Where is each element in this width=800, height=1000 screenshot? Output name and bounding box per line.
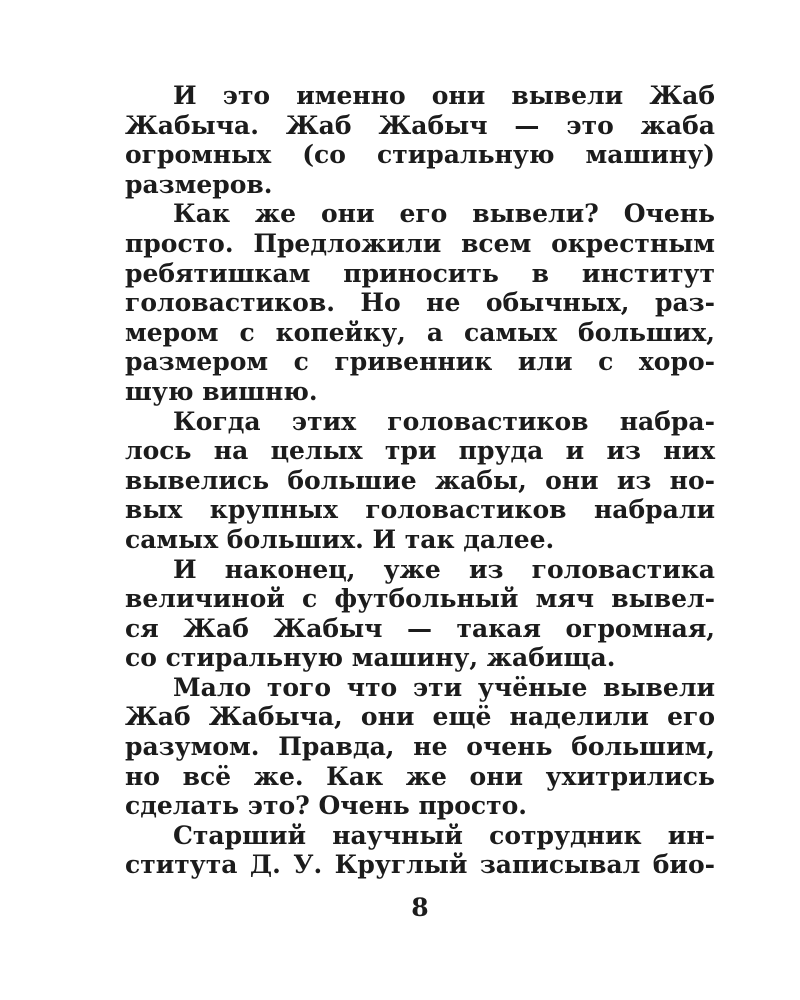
text-line: со стиральную машину, жабища.: [125, 643, 616, 673]
text-line: Когда этих головастиков набра-: [173, 406, 715, 436]
page-number: 8: [411, 893, 429, 922]
text-line: величиной с футбольный мяч вывел-: [125, 584, 715, 614]
text-line: мером с копейку, а самых больших,: [125, 317, 715, 347]
text-line: Как же они его вывели? Очень: [173, 199, 715, 229]
text-line: Мало того что эти учёные вывели: [173, 672, 715, 702]
text-line: разумом. Правда, не очень большим,: [125, 732, 715, 762]
text-line: Старший научный сотрудник ин-: [173, 820, 715, 850]
text-line: самых больших. И так далее.: [125, 524, 555, 554]
text-line: Жаб Жабыча, они ещё наделили его: [125, 702, 715, 732]
body-text: [125, 81, 715, 880]
text-line: но всё же. Как же они ухитрились: [125, 761, 715, 791]
text-line: вых крупных головастиков набрали: [125, 495, 715, 525]
text-line: Жабыча. Жаб Жабыч — это жаба: [125, 110, 715, 140]
text-line: И наконец, уже из головастика: [173, 554, 715, 584]
text-line: ститута Д. У. Круглый записывал био-: [125, 850, 715, 880]
text-line: огромных (со стиральную машину): [125, 140, 715, 170]
text-line: шую вишню.: [125, 376, 318, 406]
text-line: лось на целых три пруда и из них: [125, 436, 715, 466]
text-line: вывелись большие жабы, они из но-: [125, 465, 715, 495]
text-line: размеров.: [125, 169, 273, 199]
text-line: ребятишкам приносить в институт: [125, 258, 715, 288]
text-line: головастиков. Но не обычных, раз-: [125, 288, 715, 318]
text-line: размером с гривенник или с хоро-: [125, 347, 715, 377]
text-line: И это именно они вывели Жаб: [173, 81, 715, 110]
text-line: сделать это? Очень просто.: [125, 791, 528, 821]
text-line: ся Жаб Жабыч — такая огромная,: [125, 613, 715, 643]
text-line: просто. Предложили всем окрестным: [125, 228, 715, 258]
